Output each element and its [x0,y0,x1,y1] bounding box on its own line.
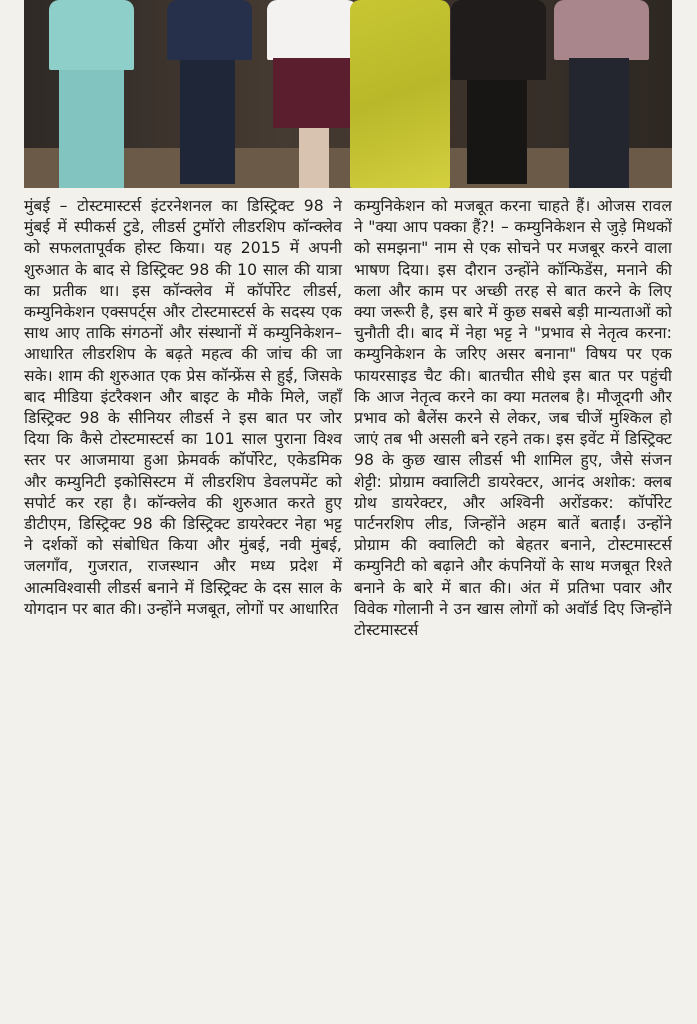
right-column-text: कम्युनिकेशन को मजबूत करना चाहते हैं। ओजस रावल ने "क्या आप पक्का हैं?! – कम्युनिकेशन से जुड़े मिथकों को समझना" नाम से एक सोचने पर मजबूर करने वाला भाषण दिया। इस दौरान उन्होंने कॉन्फिडेंस, मनाने की कला और काम पर अच्छी तरह से बात करने के लिए क्या जरूरी है, इस बारे में कुछ सबसे बड़ी मान्यताओं को चुनौती दी। बाद में नेहा भट्ट ने "प्रभाव से नेतृत्व करना: कम्युनिकेशन के जरिए असर बनाना" विषय पर एक फायरसाइड चैट की। बातचीत सीधे इस बात पर पहुंची कि आज नेतृत्व करने का क्या मतलब है। मौजूदगी और प्रभाव को बैलेंस करने से लेकर, जब चीजें मुश्किल हो जाएं तब भी असली बने रहने तक। इस इवेंट में डिस्ट्रिक्ट 98 के कुछ खास लीडर्स भी शामिल हुए, जैसे संजन शेट्टी: प्रोग्राम क्वालिटी डायरेक्टर, आनंद अशोक: क्लब ग्रोथ डायरेक्टर, और अश्विनी अरोंडकर: कॉर्पोरेट पार्टनरशिप लीड, जिन्होंने अहम बातें बताईं। उन्होंने प्रोग्राम की क्वालिटी को बेहतर बनाने, टोस्टमास्टर्स कम्युनिटी को बढ़ाने और कंपनियों के साथ मजबूत रिश्ते बनाने के बारे में बात की। अंत में प्रतिभा पवार और विवेक गोलानी ने उन खास लोगों को अवॉर्ड दिए जिन्होंने टोस्टमास्टर्स [354,197,672,640]
person-4 [346,0,456,188]
news-photo [24,0,672,188]
person-1 [34,0,144,188]
article-column-right [354,196,672,1024]
person-6 [549,0,654,188]
article-body [24,196,672,1024]
article-column-left [24,196,344,1024]
person-5 [449,0,549,188]
person-2 [162,0,257,188]
left-column-text: मुंबई – टोस्टमास्टर्स इंटरनेशनल का डिस्ट्रिक्ट 98 ने मुंबई में स्पीकर्स टुडे, लीडर्स टुमॉरो लीडरशिप कॉन्क्लेव को सफलतापूर्वक होस्ट किया। यह 2015 में अपनी शुरुआत के बाद से डिस्ट्रिक्ट 98 की 10 साल की यात्रा का प्रतीक था। इस कॉन्क्लेव में कॉर्पोरेट लीडर्स, कम्युनिकेशन एक्सपर्ट्स और टोस्टमास्टर्स के सदस्य एक साथ आए ताकि संगठनों और संस्थानों में कम्युनिकेशन–आधारित लीडरशिप के बढ़ते महत्व की जांच की जा सके। शाम की शुरुआत एक प्रेस कॉन्फ्रेंस से हुई, जिसके बाद मीडिया इंटरैक्शन और बाइट के मौके मिले, जहाँ डिस्ट्रिक्ट 98 के सीनियर लीडर्स ने इस बात पर जोर दिया कि कैसे टोस्टमास्टर्स का 101 साल पुराना विश्व स्तर पर आजमाया हुआ फ्रेमवर्क कॉर्पोरेट, एकेडमिक और कम्युनिटी इकोसिस्टम में लीडरशिप डेवलपमेंट को सपोर्ट कर रहा है। कॉन्क्लेव की शुरुआत करते हुए डीटीएम, डिस्ट्रिक्ट 98 की डिस्ट्रिक्ट डायरेक्टर नेहा भट्ट ने दर्शकों को संबोधित किया और मुंबई, नवी मुंबई, जलगाँव, गुजरात, राजस्थान और मध्य प्रदेश में आत्मविश्वासी लीडर्स बनाने में डिस्ट्रिक्ट के दस साल के योगदान पर बात की। उन्होंने मजबूत, लोगों पर आधारित [24,197,342,618]
